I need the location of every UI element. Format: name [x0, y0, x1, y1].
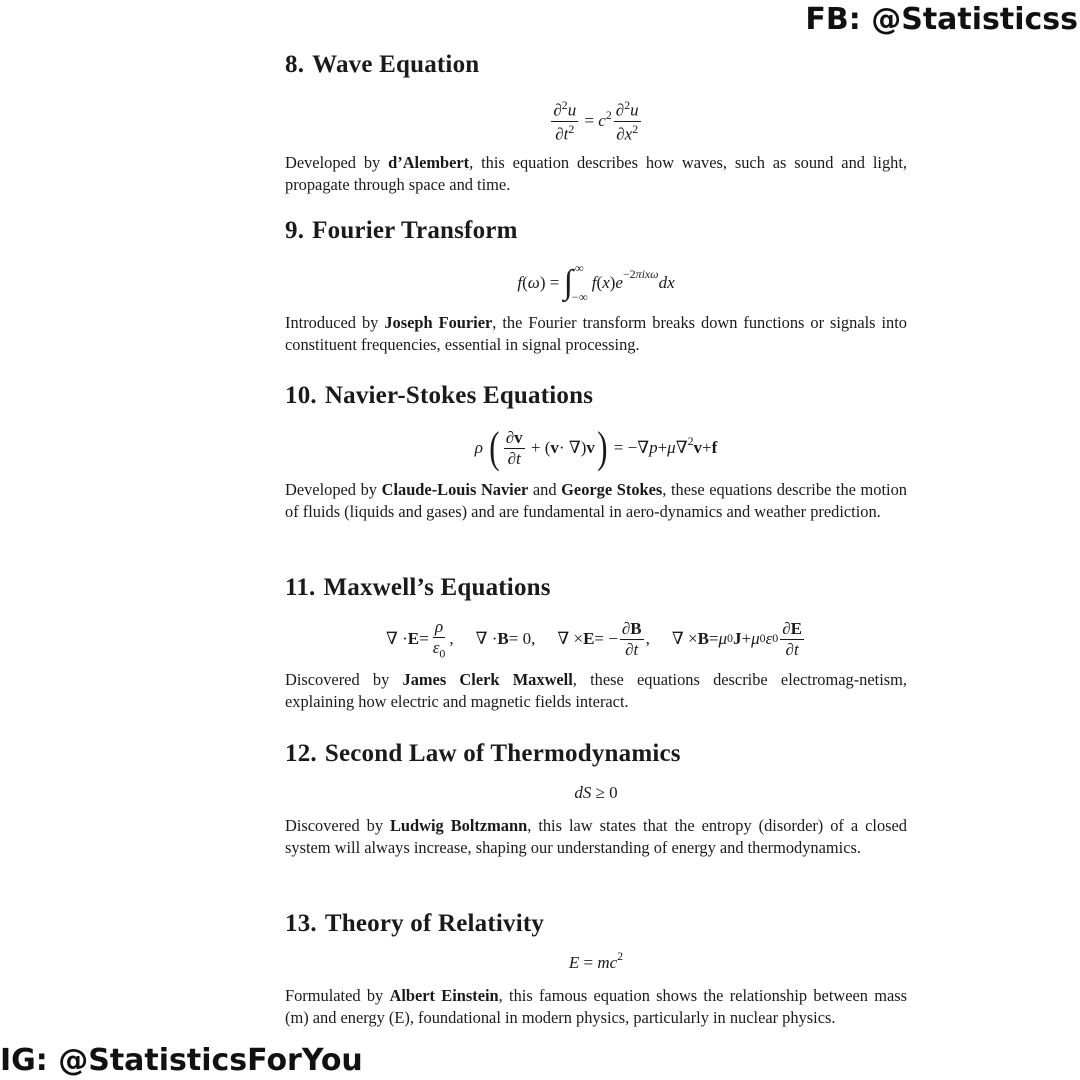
scientist-name: d’Alembert [388, 153, 470, 172]
section-description: Developed by Claude-Louis Navier and George Stokes, these equations describe the motion of fluids (liquids and gases) and are fundamental in aero-dynamics and weather prediction. [285, 480, 908, 521]
section-heading [285, 381, 907, 411]
wave-equation-formula: $\frac{\partial^2u}{\partial t^2}$ = c $^2$ $\frac{\partial^2u}{\partial x^2}$ [553, 98, 639, 144]
section-navier-stokes [285, 381, 907, 522]
scientist-name: George Stokes [561, 480, 663, 499]
scientist-name: Ludwig Boltzmann [390, 816, 528, 835]
section-wave-equation [285, 50, 907, 195]
section-description: Introduced by Joseph Fourier, the Fourier transform breaks down functions or signals into constituent frequencies, essential in signal processing. [285, 313, 907, 354]
section-relativity [285, 909, 907, 1028]
section-number: 12. [285, 740, 317, 767]
section-description: Developed by d’Alembert, this equation describes how waves, such as sound and light, propagate through space and time. [285, 153, 907, 194]
instagram-handle-watermark: IG: @StatisticsForYou [0, 1043, 363, 1078]
section-description: Formulated by Albert Einstein, this famous equation shows the relationship between mass (m) and energy (E), foundational in modern physics, particularly in nuclear physics. [285, 986, 908, 1027]
section-heading [285, 573, 907, 603]
section-number: 13. [285, 910, 317, 937]
scientist-name: Claude-Louis Navier [381, 480, 529, 499]
section-title: Navier-Stokes Equations [324, 382, 594, 409]
section-title: Wave Equation [312, 51, 480, 78]
facebook-handle-watermark: FB: @Statisticss [805, 2, 1078, 37]
section-number: 9. [285, 217, 305, 244]
section-number: 11. [285, 574, 316, 601]
section-description: Discovered by James Clerk Maxwell, these equations describe electromag-netism, explaining how electric and magnetic fields interact. [285, 670, 907, 711]
section-title: Maxwell’s Equations [323, 574, 551, 601]
section-title: Fourier Transform [312, 217, 518, 244]
scientist-name: James Clerk Maxwell [402, 670, 573, 689]
section-heading [285, 739, 907, 769]
section-heading [285, 909, 907, 939]
section-fourier-transform [285, 216, 907, 355]
section-description: Discovered by Ludwig Boltzmann, this law states that the entropy (disorder) of a closed system will always increase, shaping our understanding of energy and thermodynamics. [285, 816, 908, 857]
maxwell-formula: ∇ · E = $\frac{\rho}{\varepsilon_0}$ , ∇ · B = 0, ∇ × E = − $\frac{\partial B}{\partial t}$ , ∇ × B = μ 0 J + μ 0 ε 0 $\frac{\partial E}{\partial t}$ [386, 617, 802, 661]
fourier-transform-formula: f ( ω ) = ∫ ∞ −∞ f ( x ) e $^{-2\pi ix\omega}$ dx [517, 261, 675, 304]
section-thermodynamics [285, 739, 907, 858]
section-title: Second Law of Thermodynamics [324, 740, 681, 767]
mass-energy-formula: E = mc $^2$ [568, 949, 624, 972]
navier-stokes-formula: ρ ( $\frac{\partial v}{\partial t}$ + ( v · ∇) v ) = −∇ p + μ ∇ $^2$ v + f [474, 423, 718, 472]
section-number: 8. [285, 51, 305, 78]
section-maxwell-equations [285, 573, 907, 712]
section-heading [285, 50, 907, 80]
entropy-formula: dS ≥ 0 [574, 782, 618, 802]
section-number: 10. [285, 382, 317, 409]
section-title: Theory of Relativity [324, 910, 545, 937]
section-heading [285, 216, 907, 246]
scientist-name: Albert Einstein [389, 986, 499, 1005]
scientist-name: Joseph Fourier [384, 313, 493, 332]
